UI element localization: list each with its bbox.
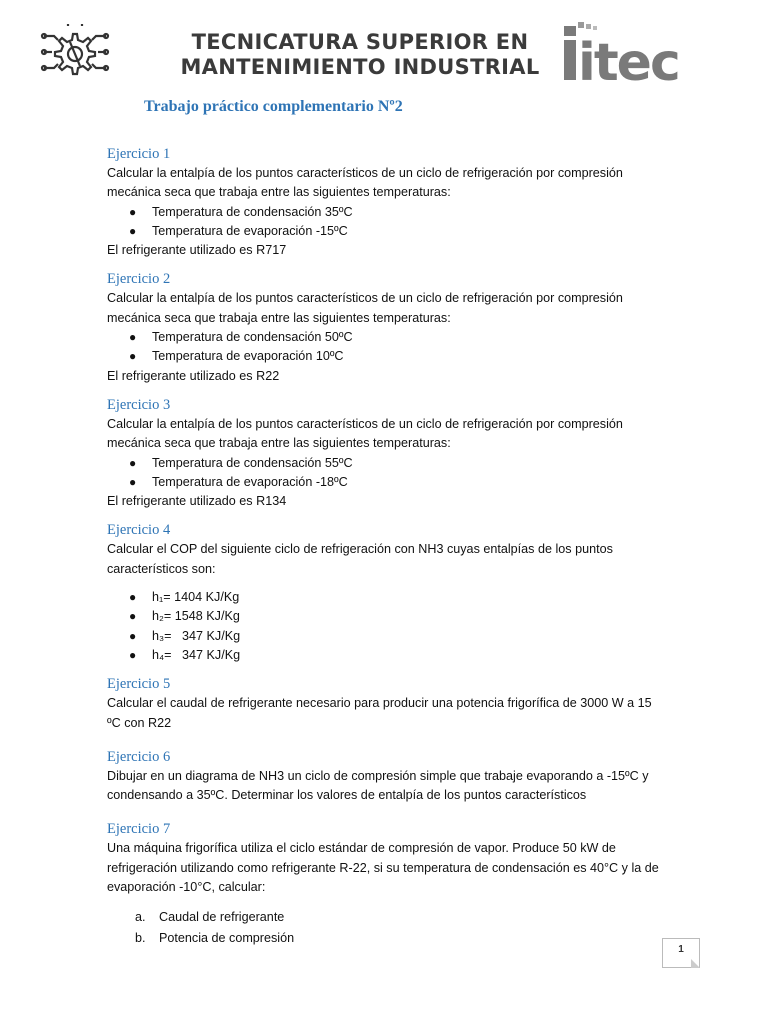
exercise-text-line: característicos son: bbox=[107, 561, 216, 576]
exercise-text bbox=[107, 415, 667, 454]
list-item-text: h₃= 347 KJ/Kg bbox=[152, 628, 241, 643]
refrigerant-note: El refrigerante utilizado es R717 bbox=[107, 243, 287, 258]
exercise-heading: Ejercicio 5 bbox=[107, 676, 171, 693]
institution-title bbox=[150, 30, 570, 80]
exercise-5 bbox=[107, 674, 667, 733]
exercise-heading: Ejercicio 2 bbox=[107, 271, 171, 288]
bullet-icon: ● bbox=[129, 204, 137, 219]
refrigerant-note: El refrigerante utilizado es R22 bbox=[107, 368, 280, 383]
list-item bbox=[107, 328, 667, 347]
exercise-text-line: Calcular la entalpía de los puntos característicos de un ciclo de refrigeración por compresión bbox=[107, 291, 623, 306]
exercise-text-line: ºC con R22 bbox=[107, 715, 172, 730]
exercise-text-line: condensando a 35ºC. Determinar los valores de entalpía de los puntos característicos bbox=[107, 788, 587, 803]
exercise-heading: Ejercicio 4 bbox=[107, 522, 171, 539]
exercise-heading: Ejercicio 7 bbox=[107, 821, 171, 838]
list-item-text: Caudal de refrigerante bbox=[159, 910, 285, 925]
page-fold-icon bbox=[691, 959, 700, 968]
list-item bbox=[107, 907, 667, 928]
list-item bbox=[107, 928, 667, 949]
list-item-text: Temperatura de evaporación 10ºC bbox=[152, 349, 344, 364]
exercise-1 bbox=[107, 144, 667, 260]
bullet-icon: ● bbox=[129, 628, 137, 643]
refrigerant-note: El refrigerante utilizado es R134 bbox=[107, 494, 287, 509]
exercise-text-line: evaporación -10°C, calcular: bbox=[107, 880, 266, 895]
exercise-4 bbox=[107, 520, 667, 665]
exercise-text-line: Calcular la entalpía de los puntos característicos de un ciclo de refrigeración por compresión bbox=[107, 166, 623, 180]
enthalpy-list bbox=[107, 588, 667, 665]
exercise-6 bbox=[107, 747, 667, 806]
list-item bbox=[107, 473, 667, 492]
exercise-list bbox=[107, 144, 667, 949]
page-header bbox=[0, 0, 768, 100]
exercise-7 bbox=[107, 819, 667, 949]
exercise-text-line: mecánica seca que trabaja entre las siguientes temperaturas: bbox=[107, 185, 451, 200]
bullet-icon: ● bbox=[129, 647, 137, 662]
itec-logo bbox=[562, 20, 692, 86]
gear-wrench-circuit-icon bbox=[40, 22, 110, 82]
exercise-text-line: Calcular el caudal de refrigerante necesario para producir una potencia frigorífica de 3000 W a 15 bbox=[107, 696, 652, 711]
exercise-text-line: Una máquina frigorífica utiliza el ciclo estándar de compresión de vapor. Produce 50 kW de bbox=[107, 841, 616, 856]
exercise-text bbox=[107, 540, 667, 579]
question-list bbox=[107, 907, 667, 949]
list-item bbox=[107, 646, 667, 665]
institution-title-line1: TECNICATURA SUPERIOR EN bbox=[191, 30, 529, 54]
list-item-text: Temperatura de condensación 50ºC bbox=[152, 330, 353, 345]
condition-list bbox=[107, 203, 667, 242]
list-item bbox=[107, 347, 667, 366]
list-item bbox=[107, 222, 667, 241]
exercise-text bbox=[107, 289, 667, 328]
condition-list bbox=[107, 454, 667, 493]
list-item-text: Temperatura de evaporación -18ºC bbox=[152, 474, 348, 489]
bullet-icon: ● bbox=[129, 349, 137, 364]
list-item-text: Temperatura de condensación 55ºC bbox=[152, 455, 353, 470]
itec-logo-text: itec bbox=[578, 33, 679, 86]
exercise-heading: Ejercicio 3 bbox=[107, 396, 171, 413]
list-item bbox=[107, 454, 667, 473]
exercise-text-line: mecánica seca que trabaja entre las siguientes temperaturas: bbox=[107, 436, 451, 451]
exercise-text-line: Calcular la entalpía de los puntos característicos de un ciclo de refrigeración por compresión bbox=[107, 416, 623, 431]
bullet-icon: ● bbox=[129, 609, 137, 624]
institution-title-line2: MANTENIMIENTO INDUSTRIAL bbox=[180, 55, 540, 79]
exercise-text-line: refrigeración utilizando como refrigerante R-22, si su temperatura de condensación es 40°C y la de bbox=[107, 860, 659, 875]
document-title: Trabajo práctico complementario Nº2 bbox=[144, 98, 403, 115]
exercise-2 bbox=[107, 269, 667, 385]
exercise-text bbox=[107, 694, 667, 733]
exercise-heading: Ejercicio 6 bbox=[107, 748, 171, 765]
list-item bbox=[107, 607, 667, 626]
list-item-text: Potencia de compresión bbox=[159, 931, 295, 946]
list-marker: b. bbox=[135, 931, 146, 946]
exercise-heading: Ejercicio 1 bbox=[107, 146, 171, 162]
page-number: 1 bbox=[678, 944, 684, 955]
list-item-text: Temperatura de condensación 35ºC bbox=[152, 204, 353, 219]
exercise-text bbox=[107, 839, 667, 897]
page-number-box bbox=[662, 938, 700, 968]
bullet-icon: ● bbox=[129, 455, 137, 470]
bullet-icon: ● bbox=[129, 474, 137, 489]
list-item bbox=[107, 203, 667, 222]
list-item bbox=[107, 588, 667, 607]
exercise-3 bbox=[107, 395, 667, 511]
exercise-text bbox=[107, 767, 667, 806]
list-item bbox=[107, 627, 667, 646]
list-item-text: Temperatura de evaporación -15ºC bbox=[152, 223, 348, 238]
list-item-text: h₄= 347 KJ/Kg bbox=[152, 647, 241, 662]
exercise-text-line: Dibujar en un diagrama de NH3 un ciclo de compresión simple que trabaje evaporando a -15ºC y bbox=[107, 768, 649, 783]
exercise-text bbox=[107, 164, 667, 203]
condition-list bbox=[107, 328, 667, 367]
exercise-text-line: mecánica seca que trabaja entre las siguientes temperaturas: bbox=[107, 310, 451, 325]
exercise-text-line: Calcular el COP del siguiente ciclo de refrigeración con NH3 cuyas entalpías de los puntos bbox=[107, 542, 613, 557]
list-item-text: h₂= 1548 KJ/Kg bbox=[152, 609, 240, 624]
list-marker: a. bbox=[135, 910, 146, 925]
bullet-icon: ● bbox=[129, 330, 137, 345]
bullet-icon: ● bbox=[129, 590, 137, 605]
list-item-text: h₁= 1404 KJ/Kg bbox=[152, 590, 240, 605]
bullet-icon: ● bbox=[129, 223, 137, 238]
